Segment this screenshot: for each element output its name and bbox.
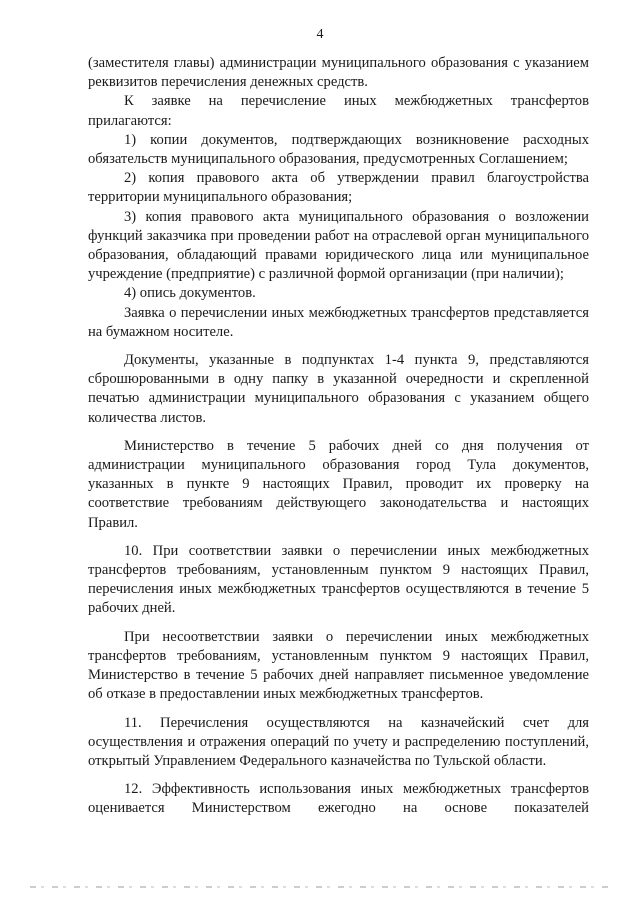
document-body bbox=[88, 54, 589, 819]
paragraph-continuation: (заместителя главы) администрации муниципального образования с указанием реквизитов перечисления денежных средств. bbox=[88, 55, 589, 91]
paragraph-section-12: 12. Эффективность использования иных межбюджетных трансфертов оценивается Министерством ежегодно на основе показателей bbox=[88, 781, 589, 817]
scan-artifact-line bbox=[30, 886, 610, 888]
paragraph-refusal: При несоответствии заявки о перечислении иных межбюджетных трансфертов требованиям, установленным пунктом 9 настоящих Правил, Министерство в течение 5 рабочих дней направляет письменное уведомление об отказе в предоставлении иных межбюджетных трансфертов. bbox=[88, 628, 589, 703]
paragraph-item-3: 3) копия правового акта муниципального образования о возложении функций заказчика при проведении работ на отраслевой орган муниципального образования, обладающий правами юридического лица или муниципальное учреждение (предприятие) с различной формой организации (при наличии); bbox=[88, 208, 589, 283]
paragraph-item-1: 1) копии документов, подтверждающих возникновение расходных обязательств муниципального образования, предусмотренных Соглашением; bbox=[88, 131, 589, 168]
paragraph-paper-medium: Заявка о перечислении иных межбюджетных трансфертов представляется на бумажном носителе. bbox=[88, 304, 589, 340]
page-number: 4 bbox=[316, 27, 324, 42]
paragraph-attachments-intro: К заявке на перечисление иных межбюджетных трансфертов прилагаются: bbox=[88, 93, 589, 129]
paragraph-item-2: 2) копия правового акта об утверждении правил благоустройства территории муниципального образования; bbox=[88, 170, 589, 206]
paragraph-ministry-check: Министерство в течение 5 рабочих дней со дня получения от администрации муниципального образования город Тула документов, указанных в пункте 9 настоящих Правил, проводит их проверку на соответствие требованиям действующего законодательства и настоящих Правил. bbox=[88, 437, 589, 531]
paragraph-documents-binding: Документы, указанные в подпунктах 1-4 пункта 9, представляются сброшюрованными в одну папку в указанной очередности и скрепленной печатью администрации муниципального образования с указанием общего количества листов. bbox=[88, 352, 589, 426]
paragraph-section-10: 10. При соответствии заявки о перечислении иных межбюджетных трансфертов требованиям, установленным пунктом 9 настоящих Правил, перечисления иных межбюджетных трансфертов осуществляются в течение 5 рабочих дней. bbox=[88, 542, 589, 617]
paragraph-item-4: 4) опись документов. bbox=[124, 285, 256, 302]
paragraph-section-11: 11. Перечисления осуществляются на казначейский счет для осуществления и отражения операций по учету и распределению поступлений, открытый Управлением Федерального казначейства по Тульской области. bbox=[88, 714, 589, 769]
